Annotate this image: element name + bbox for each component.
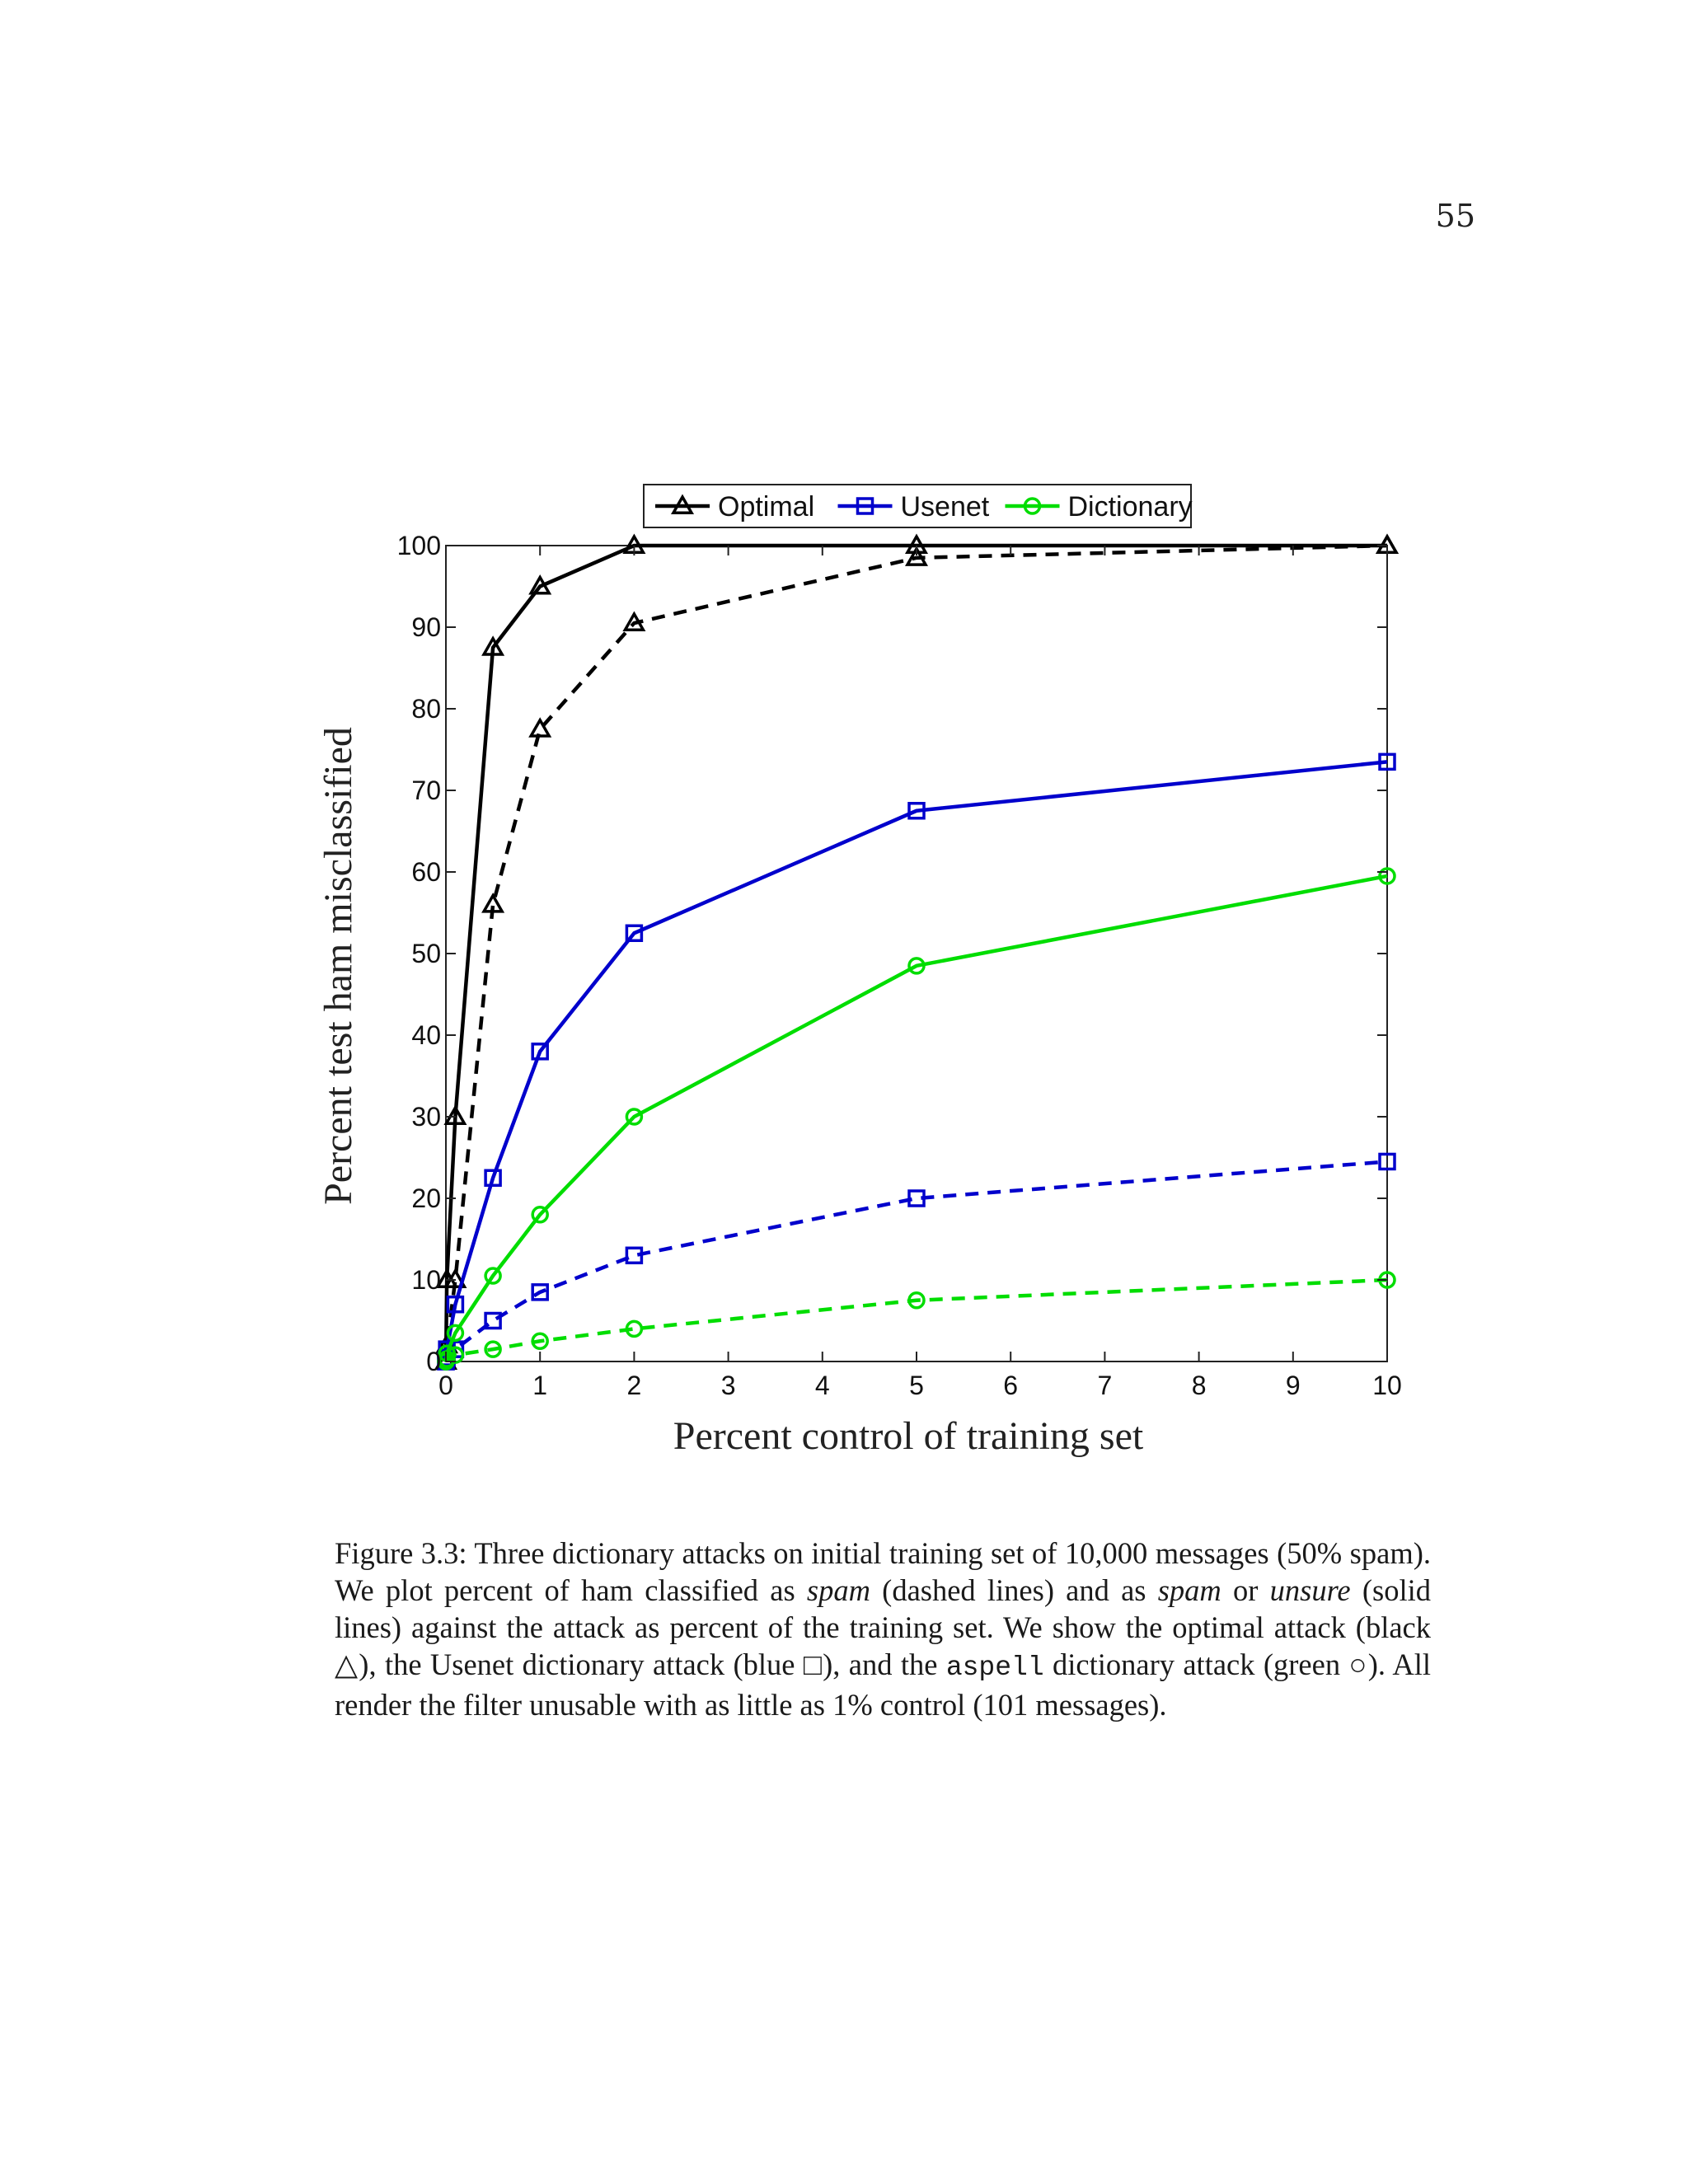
x-tick-label: 9 <box>1285 1371 1301 1400</box>
x-tick-label: 8 <box>1191 1371 1207 1400</box>
y-tick-label: 40 <box>411 1020 441 1050</box>
y-tick-label: 30 <box>411 1102 441 1132</box>
x-tick-label: 1 <box>532 1371 548 1400</box>
plot-area-frame <box>446 546 1387 1361</box>
series-line <box>446 546 1387 1361</box>
x-tick-label: 0 <box>438 1371 453 1400</box>
page-number: 55 <box>1435 198 1475 234</box>
y-axis-title: Percent test ham misclassified <box>316 727 360 1205</box>
caption-code: aspell <box>945 1652 1044 1683</box>
x-tick-label: 4 <box>814 1371 830 1400</box>
y-tick-label: 20 <box>411 1183 441 1213</box>
y-tick-label: 100 <box>396 531 441 560</box>
y-tick-label: 50 <box>411 939 441 968</box>
x-tick-label: 5 <box>909 1371 924 1400</box>
caption-text: (solid lines) against the attack as percent of the training set. We show the optimal attack (black △), the Usenet dictionary attack (blue □), and the <box>335 1573 1431 1681</box>
x-axis-title: Percent control of training set <box>673 1414 1144 1458</box>
x-tick-label: 2 <box>626 1371 642 1400</box>
caption-emphasis: unsure <box>1269 1573 1351 1607</box>
x-tick-label: 6 <box>1003 1371 1019 1400</box>
series-optimal-dashed <box>437 537 1396 1368</box>
y-tick-label: 60 <box>411 857 441 887</box>
caption-text: dictionary attack (green ○). All render the filter unusable with as little as 1% control (101 messages). <box>335 1647 1431 1722</box>
series-optimal-solid <box>437 537 1396 1368</box>
y-tick-label: 70 <box>411 776 441 805</box>
series-line <box>446 546 1387 1361</box>
series-line <box>446 876 1387 1361</box>
caption-emphasis: spam <box>1157 1573 1221 1607</box>
y-tick-label: 0 <box>426 1347 441 1376</box>
x-tick-label: 7 <box>1097 1371 1113 1400</box>
y-tick-label: 80 <box>411 694 441 724</box>
caption-text: or <box>1221 1573 1270 1607</box>
caption-emphasis: spam <box>806 1573 870 1607</box>
series-line <box>446 762 1387 1361</box>
legend-label: Usenet <box>900 491 990 523</box>
figure-caption <box>335 1535 1431 1723</box>
caption-text: (dashed lines) and as <box>870 1573 1158 1607</box>
x-tick-label: 3 <box>720 1371 736 1400</box>
y-tick-label: 10 <box>411 1265 441 1295</box>
x-tick-label: 10 <box>1372 1371 1402 1400</box>
caption-text: Figure 3.3: Three dictionary attacks on initial training set of 10,000 messages (50% spam). We plot percent of ham classified as <box>335 1536 1431 1607</box>
legend-label: Dictionary <box>1067 491 1193 523</box>
legend-label: Optimal <box>718 491 815 523</box>
y-tick-label: 90 <box>411 612 441 642</box>
